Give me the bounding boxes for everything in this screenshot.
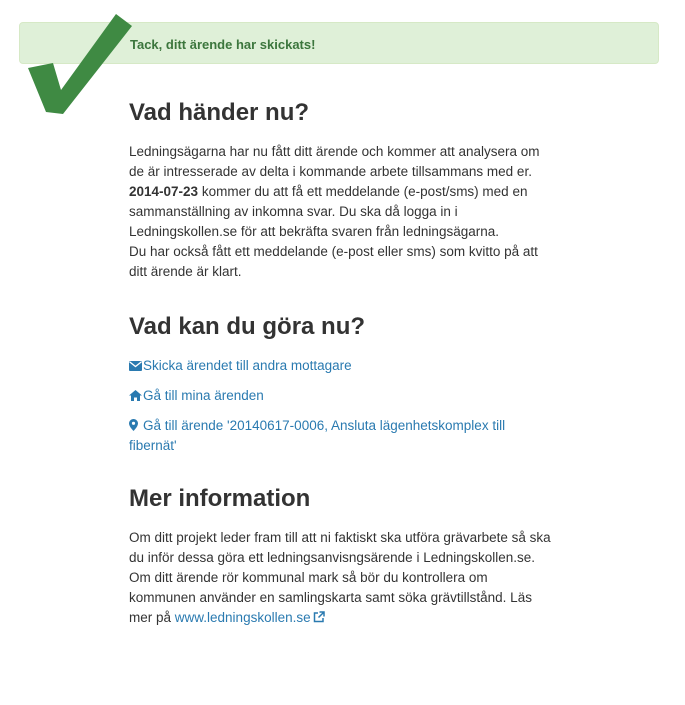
send-to-others-link[interactable]: [129, 356, 554, 376]
go-to-case-link[interactable]: [129, 416, 554, 456]
external-link-icon: [311, 610, 325, 625]
go-to-case-label: Gå till ärende '20140617-0006, Ansluta lägenhetskomplex till fibernät': [129, 418, 506, 453]
envelope-icon: [129, 356, 143, 376]
home-icon: [129, 386, 143, 406]
action-links: [129, 356, 554, 456]
section-heading-more-info: Mer information: [129, 485, 311, 512]
ledningskollen-link-label: www.ledningskollen.se: [174, 610, 311, 625]
main-content: [129, 96, 554, 628]
paragraph-deadline: kommer du att få ett meddelande (e-post/sms) med en sammanställning av inkomna svar. Du ska då logga in i Ledningskollen.se för att bekräfta svaren från ledningsägarna.: [129, 184, 528, 239]
more-info-text: Om ditt projekt leder fram till att ni faktiskt ska utföra grävarbete så ska du inför dessa göra ett ledningsanvisngsärende i Ledningskollen.se. Om ditt ärende rör kommunal mark så bör du kontrollera om kommunen använder en samlingskarta samt söka grävtillstånd. Läs mer på: [129, 530, 551, 625]
map-marker-icon: [129, 416, 143, 436]
more-info-paragraph: [129, 528, 554, 628]
ledningskollen-link[interactable]: [175, 610, 325, 625]
my-cases-link[interactable]: [129, 386, 554, 406]
success-message: Tack, ditt ärende har skickats!: [130, 37, 316, 52]
deadline-date: 2014-07-23: [129, 184, 199, 199]
section-heading-what-happens: Vad händer nu?: [129, 99, 310, 126]
paragraph-receipt: Du har också fått ett meddelande (e-post eller sms) som kvitto på att ditt ärende är klart.: [129, 244, 538, 279]
section-heading-what-can-you-do: Vad kan du göra nu?: [129, 313, 366, 340]
checkmark-icon: [18, 8, 136, 118]
send-to-others-label: Skicka ärendet till andra mottagare: [143, 358, 352, 373]
paragraph-analysis: Ledningsägarna har nu fått ditt ärende och kommer att analysera om de är intresserade av delta i kommande arbete tillsammans med er.: [129, 144, 540, 179]
info-paragraph: [129, 142, 554, 282]
my-cases-label: Gå till mina ärenden: [143, 388, 264, 403]
